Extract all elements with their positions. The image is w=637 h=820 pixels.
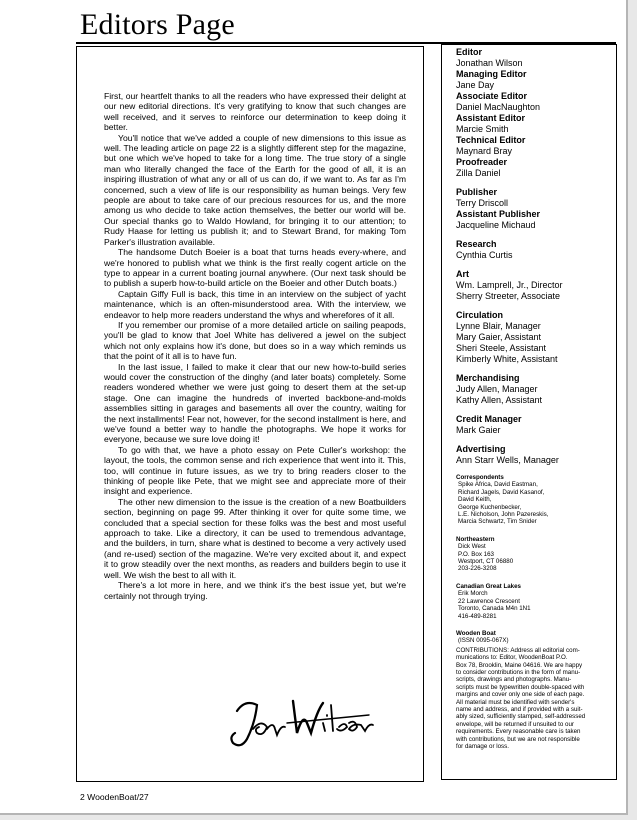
contributions-line: margins and cover only one side of each page.	[456, 691, 585, 699]
northeastern-section	[456, 536, 614, 573]
section-line: 22 Lawrence Crescent	[458, 597, 520, 605]
signature-image	[227, 693, 377, 757]
section-line: 416-489-8281	[458, 612, 497, 620]
masthead-name: Jane Day	[456, 80, 495, 90]
masthead-name: Cynthia Curtis	[456, 250, 513, 260]
contributions-line: ably sized, sufficiently stamped, self-addressed	[456, 713, 586, 721]
correspondents-section	[456, 474, 614, 526]
masthead-name: Lynne Blair, Manager	[456, 321, 541, 331]
contributions-line: CONTRIBUTIONS: Address all editorial com-	[456, 646, 580, 654]
masthead-role: Research	[456, 239, 497, 249]
masthead	[456, 47, 614, 750]
editorial-paragraph: The other new dimension to the issue is the creation of a new Boatbuilders section, beginning on page 99. After thinking it over for quite some time, we concluded that a special section for these folks was the best and most useful approach to take. Like a directory, it can be used to tremendous advantage, and the builders, in turn, share what is destined to become a very actively used (and re-used) section of the magazine. We're very excited about it, and expect it to grow steadily over the next months, as readers and builders begin to use it well. We wish the best to all with it.	[104, 496, 406, 580]
contributions-line: requirements. Every reasonable care is taken	[456, 728, 581, 736]
masthead-role: Advertising	[456, 444, 506, 454]
section-line: P.O. Box 163	[458, 550, 495, 558]
woodenboat-section	[456, 630, 614, 645]
masthead-role: Art	[456, 269, 469, 279]
contributions-line: All material must be identified with sender's	[456, 698, 575, 706]
masthead-name: Mary Gaier, Assistant	[456, 332, 542, 342]
contributions-line: name and address, and if provided with a suit-	[456, 705, 583, 713]
masthead-name: Sheri Steele, Assistant	[456, 343, 547, 353]
masthead-role: Technical Editor	[456, 135, 526, 145]
section-line: Erik Morch	[458, 590, 488, 598]
editorial-box	[76, 46, 424, 782]
section-line: Dick West	[458, 543, 486, 551]
masthead-role: Assistant Editor	[456, 113, 526, 123]
section-line: L.E. Nicholson, John Pazereskis,	[458, 511, 549, 519]
section-line: David Keith,	[458, 496, 492, 504]
contributions-line: for damage or loss.	[456, 743, 509, 750]
editorial-paragraph: In the last issue, I failed to make it clear that our new how-to-build series would cover the construction of the dinghy (and later boats) completely. Some readers wondered whether we were just going to desert them at the set-up stage. One can imagine the hundreds of inverted backbone-and-molds assemblies sitting in garages and basements all over the country, waiting for the next installments! Fear not, however, for the second installment is here, and we've found a better way to handle the photographs. We hope it works for everyone, because we sure love doing it!	[104, 361, 406, 445]
editorial-paragraph: If you remember our promise of a more detailed article on sailing peapods, you'll be glad to know that Joel White has delivered a jewel on the subject which not only explains how it's done, but does so in a way which reminds us that the point of it all is to have fun.	[104, 319, 406, 362]
masthead-group	[456, 187, 614, 231]
masthead-role: Associate Editor	[456, 91, 528, 101]
masthead-group	[456, 444, 614, 466]
masthead-role: Credit Manager	[456, 414, 522, 424]
contributions-line: envelope, will be returned if unsuited to our	[456, 720, 574, 728]
masthead-group	[456, 414, 614, 436]
section-heading: Northeastern	[456, 535, 495, 543]
masthead-name: Maynard Bray	[456, 146, 513, 156]
section-line: Marcia Schwartz, Tim Snider	[458, 518, 537, 526]
masthead-role: Proofreader	[456, 157, 508, 167]
masthead-name: Sherry Streeter, Associate	[456, 291, 561, 301]
contributions-line: scripts must be typewritten double-spaced with	[456, 683, 585, 691]
editorial-text	[104, 91, 406, 601]
masthead-group	[456, 239, 614, 261]
great-lakes-section	[456, 583, 614, 620]
section-line: Richard Jagels, David Kasanof,	[458, 488, 545, 496]
contributions-line: Box 78, Brooklin, Maine 04616. We are happy	[456, 661, 583, 669]
masthead-role: Circulation	[456, 310, 504, 320]
editorial-paragraph: First, our heartfelt thanks to all the readers who have expressed their delight at our new editorial directions. It's very gratifying to know that such changes are well received, and it serves to reinforce our determination to keep doing it better.	[104, 91, 406, 133]
contributions-line: with contributions, but we are not responsible	[456, 735, 580, 743]
masthead-role: Managing Editor	[456, 69, 527, 79]
masthead-name: Marcie Smith	[456, 124, 509, 134]
editorial-paragraph: You'll notice that we've added a couple of new dimensions to this issue as well. The leading article on page 22 is a slightly different step for the magazine, but one which we've hoped to take for a long time. The true story of a single man who literally changed the face of the Earth for the good of all, it is an inspiring illustration of what any or all of us can do, if we want to. As far as I'm concerned, such a view of life is our responsibility as human beings. Very few people are about to take care of our precious resources for us, and the more among us who decide to take action themselves, the better our world will be. Our special thanks go to Waldo Howland, for bringing it to our attention; to Rudy Haase for letting us publish it; and to Stewart Brand, for making Tom Parker's illustration available.	[104, 132, 406, 247]
masthead-name: Terry Driscoll	[456, 198, 509, 208]
masthead-box	[441, 44, 617, 780]
masthead-group	[456, 47, 614, 179]
masthead-role: Assistant Publisher	[456, 209, 541, 219]
section-heading: Wooden Boat	[456, 629, 496, 637]
masthead-name: Jacqueline Michaud	[456, 220, 536, 230]
contributions-line: scripts, drawings and photographs. Manu-	[456, 676, 572, 684]
masthead-name: Daniel MacNaughton	[456, 102, 541, 112]
contributions-note	[456, 647, 614, 751]
masthead-name: Judy Allen, Manager	[456, 384, 538, 394]
page-title: Editors Page	[80, 8, 235, 41]
editorial-paragraph: There's a lot more in here, and we think it's the best issue yet, but we're certainly not through trying.	[104, 580, 406, 601]
page-footer: 2 WoodenBoat/27	[80, 792, 149, 802]
section-heading: Correspondents	[456, 474, 504, 481]
editorial-paragraph: To go with that, we have a photo essay on Pete Culler's workshop: the layout, the tools, the common sense and rich experience that went into it. This, too, will continue in future issues, as we try to bring readers closer to the thinking of people like Pete, that we might see and appreciate more of their insight and experience.	[104, 444, 406, 497]
masthead-group	[456, 310, 614, 365]
masthead-role: Merchandising	[456, 373, 520, 383]
section-line: Spike Africa, David Eastman,	[458, 481, 538, 489]
masthead-name: Kathy Allen, Assistant	[456, 395, 543, 405]
section-line: 203-226-3208	[458, 565, 497, 573]
masthead-group	[456, 269, 614, 302]
masthead-name: Kimberly White, Assistant	[456, 354, 558, 364]
masthead-name: Mark Gaier	[456, 425, 501, 435]
contributions-line: to consider contributions in the form of manu-	[456, 668, 581, 676]
masthead-name: Jonathan Wilson	[456, 58, 523, 68]
masthead-name: Wm. Lamprell, Jr., Director	[456, 280, 563, 290]
contributions-line: munications to: Editor, WoodenBoat P.O.	[456, 654, 568, 662]
section-line: (ISSN 0095-067X)	[458, 637, 509, 645]
masthead-role: Editor	[456, 47, 482, 57]
section-line: Westport, CT 06880	[458, 558, 514, 566]
editorial-paragraph: The handsome Dutch Boeier is a boat that turns heads every-where, and we're honored to publish what we think is the first really cogent article on the type to appear in a current boating journal anywhere. (Our next task should be to publish a superb how-to-build article on the Boeier and other Dutch boats.)	[104, 247, 406, 289]
section-line: Toronto, Canada M4n 1N1	[458, 605, 531, 613]
masthead-group	[456, 373, 614, 406]
masthead-name: Zilla Daniel	[456, 168, 501, 178]
section-heading: Canadian Great Lakes	[456, 582, 521, 590]
section-line: George Kuchenbecker,	[458, 503, 522, 511]
masthead-name: Ann Starr Wells, Manager	[456, 455, 559, 465]
editorial-paragraph: Captain Giffy Full is back, this time in an interview on the subject of yacht maintenance, which is an often-misunderstood area. With the interview, we endeavor to help more readers understand the whys and wherefores of it all.	[104, 288, 406, 320]
masthead-role: Publisher	[456, 187, 498, 197]
